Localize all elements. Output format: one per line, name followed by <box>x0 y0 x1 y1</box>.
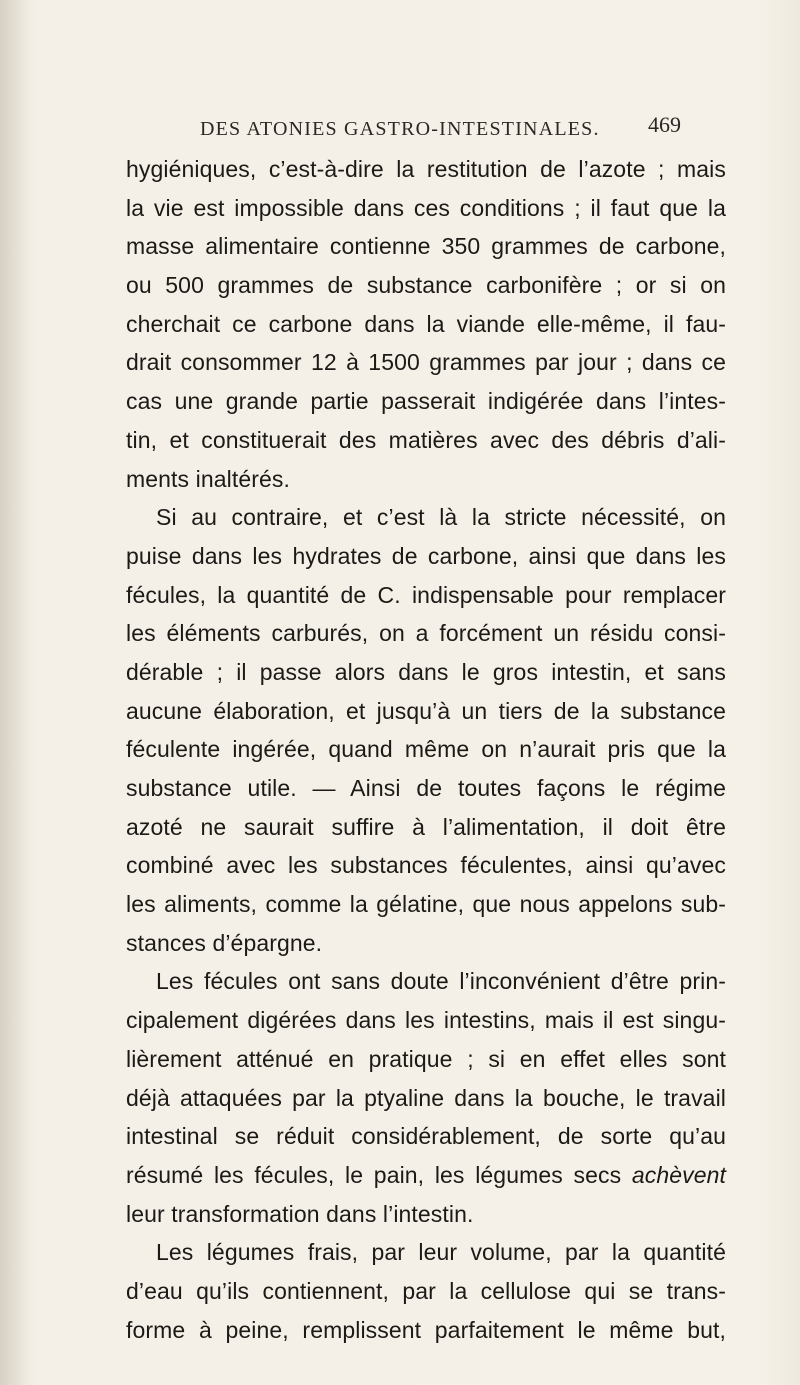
text-line: combiné avec les substances féculentes, ainsi qu’avec <box>126 852 726 879</box>
running-head-title: DES ATONIES GASTRO-INTESTINALES. <box>200 118 600 140</box>
text-line: dérable ; il passe alors dans le gros intestin, et sans <box>126 658 726 685</box>
text-line: ments inaltérés. <box>126 465 290 492</box>
text-line: hygiéniques, c’est-à-dire la restitution de l’azote ; mais <box>126 156 726 182</box>
text-line: cas une grande partie passerait indigérée dans l’intes- <box>126 388 726 415</box>
page-gutter-shadow <box>0 0 30 1385</box>
text-line: leur transformation dans l’intestin. <box>126 1200 474 1227</box>
paragraph-start-line: Les légumes frais, par leur volume, par la quantité <box>156 1239 726 1266</box>
text-line: d’eau qu’ils contiennent, par la cellulose qui se trans- <box>126 1277 726 1304</box>
text-line: stances d’épargne. <box>126 929 323 956</box>
text-line: drait consommer 12 à 1500 grammes par jour ; dans ce <box>126 349 726 376</box>
text-line: fécules, la quantité de C. indispensable pour remplacer <box>126 581 726 608</box>
text-line: substance utile. — Ainsi de toutes façons le régime <box>126 775 726 801</box>
text-line: cipalement digérées dans les intestins, mais il est singu- <box>126 1007 726 1034</box>
text-line: tin, et constituerait des matières avec des débris d’ali- <box>126 426 726 453</box>
text-line: aucune élaboration, et jusqu’à un tiers de la substance <box>126 697 726 724</box>
body-text <box>126 150 726 1349</box>
paragraph-start-line: Si au contraire, et c’est là la stricte nécessité, on <box>156 504 726 531</box>
paragraph-start-line: Les fécules ont sans doute l’inconvénient d’être prin- <box>156 968 726 995</box>
text-line: lièrement atténué en pratique ; si en effet elles sont <box>126 1045 726 1072</box>
text-line: ou 500 grammes de substance carbonifère ; or si on <box>126 272 726 299</box>
text-line: déjà attaquées par la ptyaline dans la bouche, le travail <box>126 1084 726 1111</box>
text-line: azoté ne saurait suffire à l’alimentation, il doit être <box>126 813 726 840</box>
text-line: puise dans les hydrates de carbone, ainsi que dans les <box>126 542 726 569</box>
text-line: forme à peine, remplissent parfaitement le même but, <box>126 1316 726 1343</box>
text-line-prefix: résumé les fécules, le pain, les légumes secs <box>126 1161 632 1188</box>
text-line: masse alimentaire contienne 350 grammes de carbone, <box>126 233 726 260</box>
italic-word: achèvent <box>631 1161 726 1188</box>
text-line: la vie est impossible dans ces conditions ; il faut que la <box>126 194 726 221</box>
text-line: les éléments carburés, on a forcément un résidu consi- <box>126 620 726 647</box>
text-line: féculente ingérée, quand même on n’aurait pris que la <box>126 736 726 763</box>
page-number: 469 <box>648 112 681 137</box>
text-line: intestinal se réduit considérablement, de sorte qu’au <box>126 1123 726 1150</box>
text-line: les aliments, comme la gélatine, que nous appelons sub- <box>126 891 726 918</box>
text-line-with-italic <box>126 1156 726 1195</box>
text-line: cherchait ce carbone dans la viande elle-même, il fau- <box>126 310 726 337</box>
